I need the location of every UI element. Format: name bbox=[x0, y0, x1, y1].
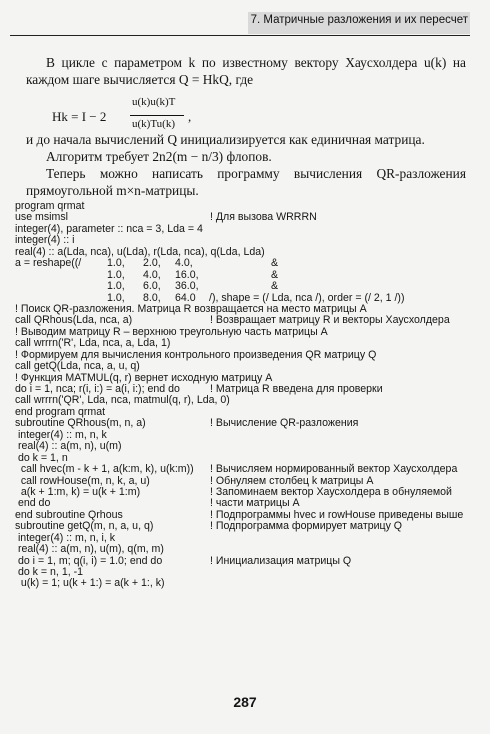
code-text: integer(4) :: m, n, k bbox=[15, 428, 107, 441]
code-text: do i = 1, m; q(i, i) = 1.0; end do bbox=[15, 554, 163, 567]
code-comment: ! Подпрограмма формирует матрицу Q bbox=[210, 520, 403, 533]
code-line bbox=[15, 440, 480, 451]
code-line bbox=[15, 246, 480, 257]
code-comment: ! Запоминаем вектор Хаусхолдера в обнуляемой bbox=[210, 485, 452, 498]
code-line bbox=[15, 234, 480, 245]
code-text: call rowHouse(m, n, k, a, u) bbox=[15, 474, 150, 487]
code-text: call wrrrn('QR', Lda, nca, matmul(q, r), Lda, 0) bbox=[15, 394, 230, 407]
code-line bbox=[15, 372, 480, 383]
code-text: end program qrmat bbox=[15, 405, 106, 418]
code-line bbox=[15, 532, 480, 543]
code-line bbox=[15, 486, 480, 497]
code-text: integer(4) :: i bbox=[15, 234, 75, 247]
array-cell: 1.0, bbox=[107, 268, 125, 281]
code-text: call QRhous(Lda, nca, a) bbox=[15, 314, 133, 327]
code-line bbox=[15, 223, 480, 234]
code-line bbox=[15, 303, 480, 314]
code-text: subroutine QRhous(m, n, a) bbox=[15, 417, 146, 430]
array-cell: 1.0, bbox=[107, 257, 125, 270]
code-text: do k = n, 1, -1 bbox=[15, 566, 84, 578]
page-number: 287 bbox=[233, 694, 257, 710]
code-line bbox=[15, 566, 480, 577]
code-line bbox=[15, 200, 480, 211]
formula-numerator: u(k)u(k)T bbox=[132, 96, 176, 108]
header-rule bbox=[10, 35, 470, 36]
code-text: integer(4) :: m, n, i, k bbox=[15, 531, 116, 544]
code-line bbox=[15, 509, 480, 520]
code-text: end do bbox=[15, 497, 51, 510]
fraction-bar bbox=[130, 115, 184, 116]
code-comment: ! части матрицы A bbox=[210, 497, 300, 510]
code-line bbox=[15, 417, 480, 428]
code-text: real(4) :: a(m, n), u(m) bbox=[15, 440, 122, 453]
code-text: real(4) :: a(m, n), u(m), q(m, m) bbox=[15, 543, 164, 556]
code-comment: ! Матрица R введена для проверки bbox=[210, 383, 383, 395]
code-line bbox=[15, 463, 480, 474]
code-comment: ! Инициализация матрицы Q bbox=[210, 554, 352, 567]
code-line bbox=[15, 543, 480, 554]
code-comment: ! Для вызова WRRRN bbox=[210, 211, 317, 224]
array-cell: 2.0, bbox=[143, 257, 161, 270]
code-line bbox=[15, 326, 480, 337]
paragraph-1: В цикле с параметром k по известному вектору Хаусхолдера u(k) на каждом шаге вычисляется Q = HkQ, где bbox=[26, 55, 466, 87]
code-text: call wrrrn('R', Lda, nca, a, Lda, 1) bbox=[15, 337, 171, 350]
code-line bbox=[15, 475, 480, 486]
code-line bbox=[15, 429, 480, 440]
formula-denominator: u(k)Tu(k) bbox=[132, 118, 175, 130]
code-comment: ! Возвращает матрицу R и векторы Хаусхолдера bbox=[210, 314, 450, 327]
code-line bbox=[15, 406, 480, 417]
code-text: subroutine getQ(m, n, a, u, q) bbox=[15, 520, 154, 533]
array-cell: 6.0, bbox=[143, 280, 161, 293]
code-line bbox=[15, 360, 480, 371]
code-text: do k = 1, n bbox=[15, 451, 68, 464]
code-text: a(k + 1:m, k) = u(k + 1:m) bbox=[15, 485, 141, 498]
code-comment-line: ! Поиск QR-разложения. Матрица R возвращается на место матрицы A bbox=[15, 302, 367, 315]
code-line bbox=[15, 452, 480, 463]
code-line bbox=[15, 349, 480, 360]
code-comment-line: ! Формируем для вычисления контрольного произведения QR матрицу Q bbox=[15, 348, 377, 361]
code-comment-line: ! Функция MATMUL(q, r) вернет исходную матрицу A bbox=[15, 371, 273, 384]
code-text: u(k) = 1; u(k + 1:) = a(k + 1:, k) bbox=[15, 577, 165, 590]
array-cell: 64.0 bbox=[175, 291, 196, 304]
code-line bbox=[15, 577, 480, 588]
code-text: use msimsl bbox=[15, 211, 68, 224]
formula-comma: , bbox=[188, 109, 192, 124]
array-cell: /), shape = (/ Lda, nca /), order = (/ 2, 1 /)) bbox=[209, 291, 405, 304]
code-line bbox=[15, 555, 480, 566]
array-cell: 4.0, bbox=[175, 257, 193, 270]
array-cell: 36.0, bbox=[175, 280, 199, 293]
code-line bbox=[15, 337, 480, 348]
code-text: integer(4), parameter :: nca = 3, Lda = 4 bbox=[15, 222, 203, 235]
code-text: call hvec(m - k + 1, a(k:m, k), u(k:m)) bbox=[15, 463, 194, 476]
running-title: 7. Матричные разложения и их пересчет bbox=[250, 14, 468, 26]
code-line bbox=[15, 257, 480, 268]
array-cell: 4.0, bbox=[143, 268, 161, 281]
array-cell: a = reshape((/ bbox=[15, 257, 82, 270]
code-line bbox=[15, 497, 480, 508]
paragraph-3: Алгоритм требует 2n2(m − n/3) флопов. bbox=[46, 149, 272, 164]
code-text: real(4) :: a(Lda, nca), u(Lda), r(Lda, nca), q(Lda, Lda) bbox=[15, 245, 265, 258]
code-comment: ! Подпрограммы hvec и rowHouse приведены выше bbox=[210, 508, 464, 521]
code-line bbox=[15, 520, 480, 531]
code-listing bbox=[15, 200, 480, 589]
code-line bbox=[15, 269, 480, 280]
code-comment: ! Вычисляем нормированный вектор Хаусхолдера bbox=[210, 463, 458, 476]
code-text: do i = 1, nca; r(i, i:) = a(i, i:); end do bbox=[15, 383, 180, 395]
householder-formula bbox=[52, 96, 252, 136]
code-line bbox=[15, 383, 480, 394]
code-line bbox=[15, 211, 480, 222]
array-cell: & bbox=[271, 257, 279, 270]
array-cell: 1.0, bbox=[107, 280, 125, 293]
code-line bbox=[15, 314, 480, 325]
formula-lhs: Hk = I − 2 bbox=[52, 109, 107, 124]
array-cell: 8.0, bbox=[143, 291, 161, 304]
code-comment: ! Обнуляем столбец k матрицы A bbox=[210, 474, 374, 487]
array-cell: 1.0, bbox=[107, 291, 125, 304]
array-cell: 16.0, bbox=[175, 268, 199, 281]
code-line bbox=[15, 280, 480, 291]
paragraph-2: и до начала вычислений Q инициализируется как единичная матрица. bbox=[26, 132, 425, 147]
array-cell: & bbox=[271, 280, 279, 293]
code-text: end subroutine Qrhous bbox=[15, 508, 123, 521]
code-text: program qrmat bbox=[15, 200, 85, 212]
array-cell: & bbox=[271, 268, 279, 281]
code-comment-line: ! Выводим матрицу R – верхнюю треугольную часть матрицы A bbox=[15, 325, 328, 338]
code-line bbox=[15, 394, 480, 405]
code-line bbox=[15, 292, 480, 303]
paragraph-4: Теперь можно написать программу вычисления QR-разложения прямоугольной m×n-матрицы. bbox=[26, 166, 466, 198]
code-comment: ! Вычисление QR-разложения bbox=[210, 417, 359, 430]
code-text: call getQ(Lda, nca, a, u, q) bbox=[15, 360, 140, 373]
